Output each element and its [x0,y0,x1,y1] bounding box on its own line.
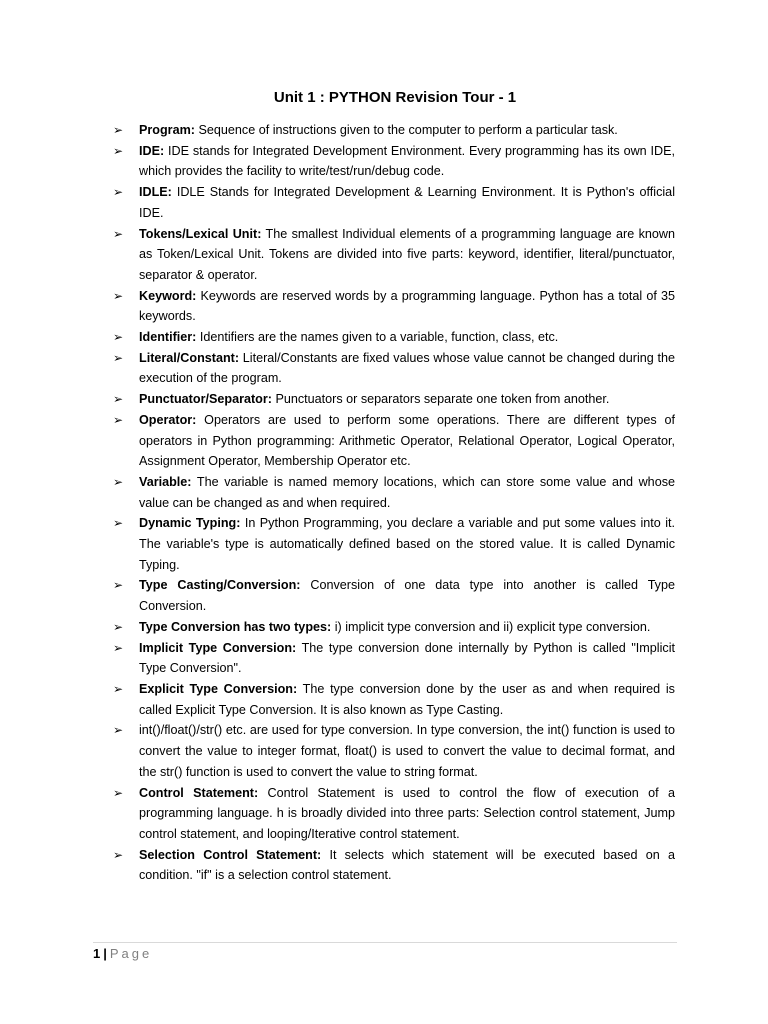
item-description: The type conversion done by the user as and when required is called Explicit Type Conversion. It is also known as Type Casting. [139,681,675,717]
arrow-bullet-icon: ➢ [113,516,124,531]
item-term: Identifier: [139,330,197,345]
arrow-bullet-icon: ➢ [113,619,124,634]
list-item [113,141,675,182]
list-item [113,224,675,286]
item-description: It selects which statement will be executed based on a condition. "if" is a selection control statement. [139,847,675,883]
list-item [113,327,675,348]
arrow-bullet-icon: ➢ [113,785,124,800]
arrow-bullet-icon: ➢ [113,723,124,738]
item-description: The type conversion done internally by Python is called "Implicit Type Conversion". [139,640,675,676]
arrow-bullet-icon: ➢ [113,412,124,427]
item-description: Identifiers are the names given to a variable, function, class, etc. [196,330,559,345]
item-term: IDE: [139,143,165,158]
list-item [113,410,675,472]
page-label: Page [109,946,153,961]
arrow-bullet-icon: ➢ [113,330,124,345]
arrow-bullet-icon: ➢ [113,474,124,489]
item-term: Type Casting/Conversion: [139,578,301,593]
footer-separator: | [103,946,107,961]
item-description: int()/float()/str() etc. are used for type conversion. In type conversion, the int() function is used to convert the value to integer format, float() is used to convert the value to decimal format, and the str() function is used to convert the value to string format. [139,723,675,779]
arrow-bullet-icon: ➢ [113,288,124,303]
arrow-bullet-icon: ➢ [113,392,124,407]
list-item [113,845,675,886]
list-item [113,720,675,782]
arrow-bullet-icon: ➢ [113,143,124,158]
arrow-bullet-icon: ➢ [113,185,124,200]
item-term: Operator: [139,412,197,427]
item-description: Sequence of instructions given to the computer to perform a particular task. [194,123,618,137]
list-item [113,182,675,223]
item-description: The variable is named memory locations, which can store some value and whose value can be changed as and when required. [139,474,675,510]
list-item [113,638,675,679]
item-term: Selection Control Statement: [139,847,322,862]
list-item [113,389,675,410]
list-item [113,120,675,141]
arrow-bullet-icon: ➢ [113,350,124,365]
item-description: Punctuators or separators separate one token from another. [271,392,610,407]
list-item [113,348,675,389]
page-footer [93,945,152,963]
item-term: Explicit Type Conversion: [139,681,298,696]
arrow-bullet-icon: ➢ [113,640,124,655]
item-term: Variable: [139,474,192,489]
item-description: In Python Programming, you declare a variable and put some values into it. The variable's type is automatically defined based on the stored value. It is called Dynamic Typing. [139,516,675,572]
item-term: Dynamic Typing: [139,516,241,531]
list-item [113,513,675,575]
item-term: Type Conversion has two types: [139,619,332,634]
item-term: Program: [139,123,195,137]
item-term: Control Statement: [139,785,259,800]
item-term: Literal/Constant: [139,350,240,365]
list-item [113,472,675,513]
item-term: IDLE: [139,185,172,200]
item-description: Conversion of one data type into another is called Type Conversion. [139,578,675,614]
page-number: 1 [93,946,101,961]
bullet-list [113,120,675,886]
item-description: IDE stands for Integrated Development Environment. Every programming has its own IDE, which provides the facility to write/test/run/debug code. [139,143,675,179]
item-description: Literal/Constants are fixed values whose value cannot be changed during the execution of the program. [139,350,675,386]
arrow-bullet-icon: ➢ [113,123,124,137]
arrow-bullet-icon: ➢ [113,847,124,862]
item-description: i) implicit type conversion and ii) explicit type conversion. [331,619,651,634]
arrow-bullet-icon: ➢ [113,578,124,593]
list-item [113,617,675,638]
item-description: Control Statement is used to control the flow of execution of a programming language. h is broadly divided into three parts: Selection control statement, Jump control statement, and looping/Iterative control statement. [139,785,675,841]
item-term: Keyword: [139,288,197,303]
arrow-bullet-icon: ➢ [113,226,124,241]
item-term: Tokens/Lexical Unit: [139,226,262,241]
list-item [113,286,675,327]
item-term: Implicit Type Conversion: [139,640,297,655]
footer-divider [93,942,677,943]
item-description: Operators are used to perform some operations. There are different types of operators in Python programming: Arithmetic Operator, Relational Operator, Logical Operator, Assignment Operator, Membership Operator etc. [139,412,675,469]
item-description: IDLE Stands for Integrated Development & Learning Environment. It is Python's official IDE. [139,185,675,220]
arrow-bullet-icon: ➢ [113,681,124,696]
item-description: Keywords are reserved words by a programming language. Python has a total of 35 keywords. [139,288,675,324]
list-item [113,575,675,616]
item-term: Punctuator/Separator: [139,392,272,407]
document-title: Unit 1 : PYTHON Revision Tour - 1 [273,89,517,106]
list-item [113,679,675,720]
item-description: The smallest Individual elements of a programming language are known as Token/Lexical Unit. Tokens are divided into five parts: keyword, identifier, literal/punctuator, separator & operator. [139,226,675,282]
list-item [113,783,675,845]
